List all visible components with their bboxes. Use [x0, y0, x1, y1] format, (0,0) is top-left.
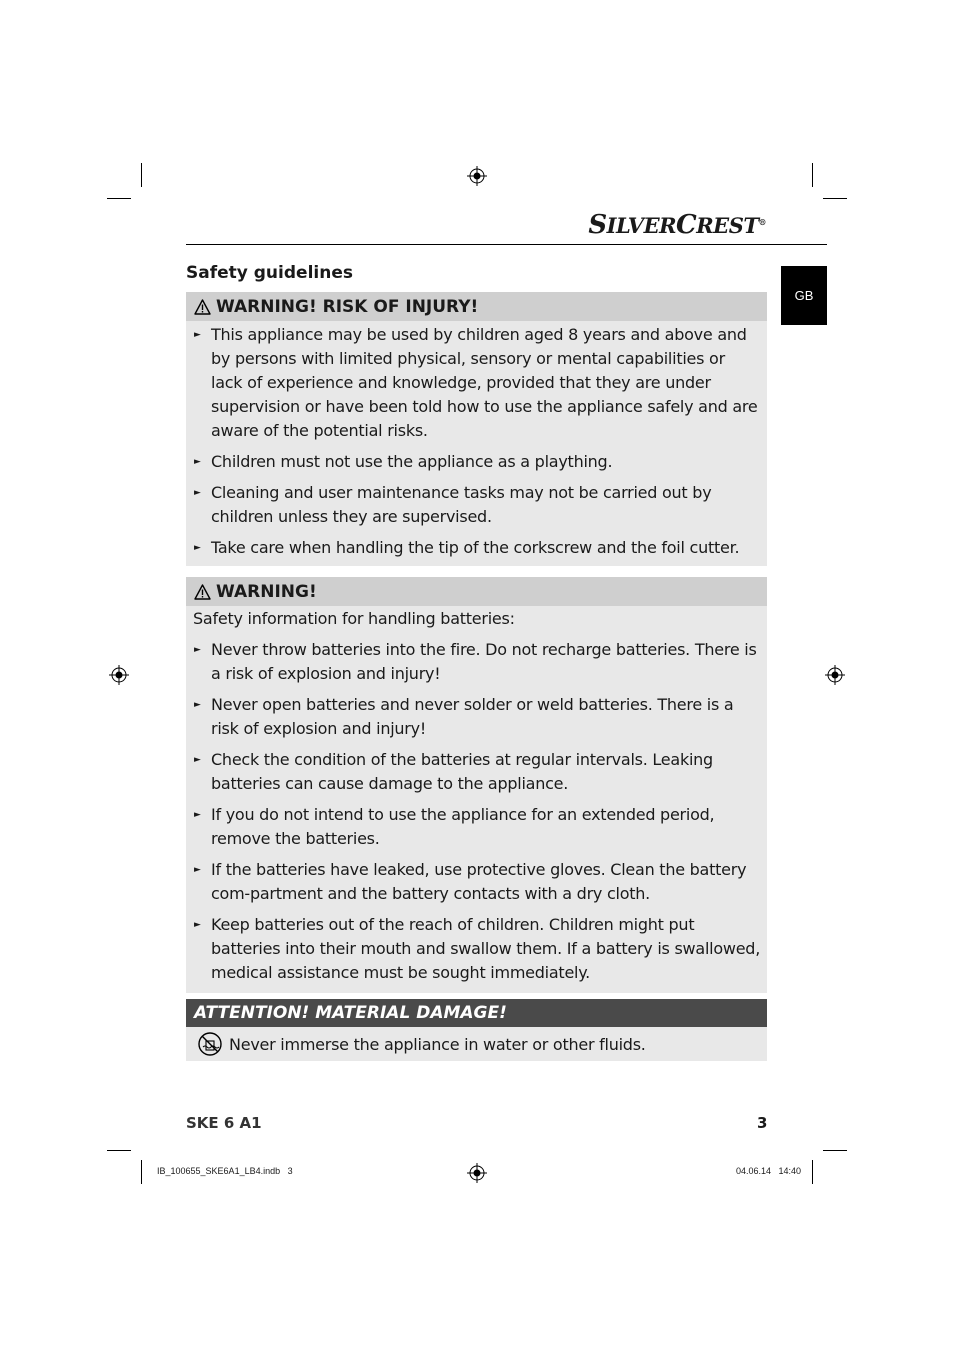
- warning-triangle-icon: [194, 584, 211, 600]
- brand-logo: SILVERCREST®: [588, 210, 766, 240]
- crop-mark: [141, 163, 142, 187]
- registration-mark-icon: [467, 1163, 487, 1183]
- list-item: ► Check the condition of the batteries at regular intervals. Leaking batteries can cause damage to the appliance.: [194, 750, 713, 793]
- attention-line: [186, 1027, 767, 1061]
- attention-box: [186, 999, 767, 1061]
- crop-mark: [812, 1160, 813, 1184]
- registration-mark-icon: [467, 166, 487, 186]
- language-tab: GB: [781, 266, 827, 325]
- list-item: ► Never throw batteries into the fire. Do not recharge batteries. There is a risk of explosion and injury!: [194, 640, 757, 683]
- list-item: ► This appliance may be used by children aged 8 years and above and by persons with limited physical, sensory or mental capabilities or lack of experience and knowledge, provided that they are under supervision or have been told how to use the appliance safely and are aware of the potential risks.: [194, 325, 758, 440]
- warning-injury-list: [186, 323, 767, 560]
- crop-mark: [107, 198, 131, 199]
- crop-mark: [823, 1150, 847, 1151]
- attention-text: Never immerse the appliance in water or other fluids.: [229, 1034, 646, 1054]
- warning-batteries-list: [186, 638, 767, 985]
- section-title: Safety guidelines: [186, 263, 353, 283]
- list-item: ► Cleaning and user maintenance tasks may not be carried out by children unless they are supervised.: [194, 483, 712, 526]
- do-not-immerse-icon: [198, 1032, 222, 1056]
- warning-batteries-box: [186, 577, 767, 993]
- warning-injury-box: [186, 292, 767, 566]
- registration-mark-icon: [109, 665, 129, 685]
- list-item: ► Never open batteries and never solder or weld batteries. There is a risk of explosion and injury!: [194, 695, 734, 738]
- list-item: ► Keep batteries out of the reach of children. Children might put batteries into their mouth and swallow them. If a battery is swallowed, medical assistance must be sought immediately.: [194, 915, 761, 982]
- batteries-intro: Safety information for handling batteries:: [193, 609, 515, 628]
- warning-injury-heading: WARNING! RISK OF INJURY!: [186, 292, 767, 321]
- crop-mark: [812, 163, 813, 187]
- slug-file: IB_100655_SKE6A1_LB4.indb 3: [157, 1166, 293, 1176]
- crop-mark: [823, 198, 847, 199]
- slug-datetime: 04.06.14 14:40: [736, 1166, 802, 1176]
- page-number: 3: [757, 1114, 768, 1132]
- warning-batteries-heading: WARNING!: [186, 577, 767, 606]
- crop-mark: [107, 1150, 131, 1151]
- registration-mark-icon: [825, 665, 845, 685]
- list-item: ► If you do not intend to use the appliance for an extended period, remove the batteries.: [194, 805, 715, 848]
- list-item: ► Take care when handling the tip of the corkscrew and the foil cutter.: [194, 538, 740, 557]
- list-item: ► If the batteries have leaked, use protective gloves. Clean the battery com-partment and the battery contacts with a dry cloth.: [194, 860, 747, 903]
- header-rule: [186, 244, 827, 245]
- warning-triangle-icon: [194, 299, 211, 315]
- attention-heading: ATTENTION! MATERIAL DAMAGE!: [186, 999, 767, 1027]
- list-item: ► Children must not use the appliance as a plaything.: [194, 452, 613, 471]
- crop-mark: [141, 1160, 142, 1184]
- footer-model: SKE 6 A1: [186, 1114, 262, 1132]
